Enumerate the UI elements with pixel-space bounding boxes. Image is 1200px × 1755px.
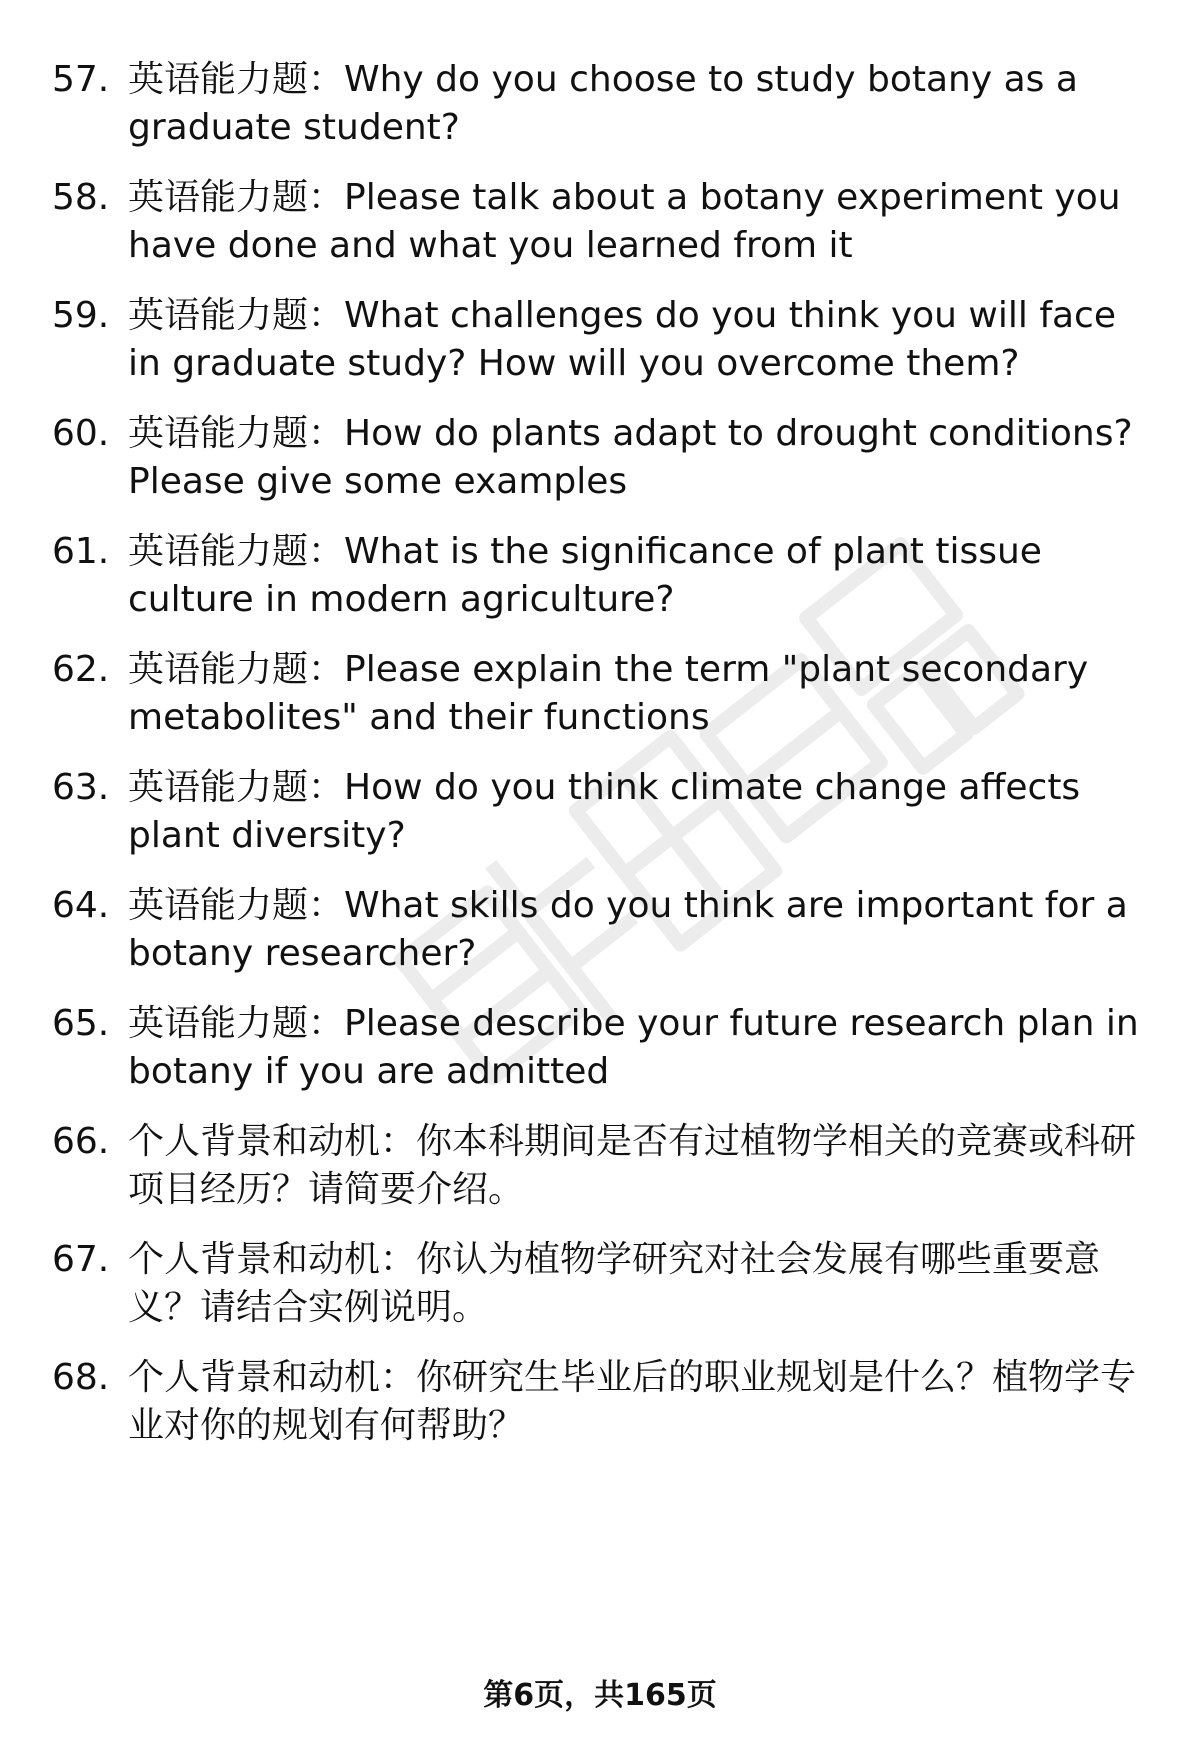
question-category: 英语能力题： — [128, 177, 345, 218]
question-body: 你研究生毕业后的职业规划是什么？植物学专业对你的规划有何帮助？ — [128, 1357, 1137, 1446]
question-text — [128, 56, 1153, 152]
question-text — [128, 292, 1153, 388]
question-text — [128, 1354, 1153, 1450]
question-item — [0, 764, 1200, 882]
question-item — [0, 174, 1200, 292]
question-category: 个人背景和动机： — [128, 1357, 417, 1398]
question-body: What is the significance of plant tissue culture in modern agriculture? — [128, 531, 1042, 620]
question-body: 你本科期间是否有过植物学相关的竞赛或科研项目经历？请简要介绍。 — [128, 1121, 1137, 1210]
question-category: 英语能力题： — [128, 649, 345, 690]
question-category: 个人背景和动机： — [128, 1239, 417, 1280]
question-category: 英语能力题： — [128, 885, 345, 926]
question-item — [0, 1118, 1200, 1236]
question-number: 62. — [52, 649, 110, 690]
question-category: 英语能力题： — [128, 1003, 345, 1044]
question-number: 59. — [52, 295, 110, 336]
question-body: How do you think climate change affects plant diversity? — [128, 767, 1081, 856]
question-number: 57. — [52, 59, 110, 100]
question-category: 个人背景和动机： — [128, 1121, 417, 1162]
question-number: 60. — [52, 413, 110, 454]
page-footer: 第6页，共165页 — [483, 1678, 717, 1713]
question-body: Please talk about a botany experiment you have done and what you learned from it — [128, 177, 1121, 266]
question-number: 68. — [52, 1357, 110, 1398]
question-body: How do plants adapt to drought conditions? Please give some examples — [128, 413, 1133, 502]
question-text — [128, 882, 1153, 978]
question-item — [0, 1354, 1200, 1472]
question-category: 英语能力题： — [128, 413, 345, 454]
question-body: Please describe your future research plan in botany if you are admitted — [128, 1003, 1139, 1092]
question-item — [0, 1000, 1200, 1118]
question-item — [0, 410, 1200, 528]
question-item — [0, 528, 1200, 646]
question-category: 英语能力题： — [128, 295, 345, 336]
question-text — [128, 1000, 1153, 1096]
question-category: 英语能力题： — [128, 531, 345, 572]
question-text — [128, 646, 1153, 742]
question-text — [128, 410, 1153, 506]
question-text — [128, 1236, 1153, 1332]
question-number: 67. — [52, 1239, 110, 1280]
question-item — [0, 882, 1200, 1000]
question-item — [0, 292, 1200, 410]
question-item — [0, 1236, 1200, 1354]
question-number: 65. — [52, 1003, 110, 1044]
question-text — [128, 174, 1153, 270]
question-body: 你认为植物学研究对社会发展有哪些重要意义？请结合实例说明。 — [128, 1239, 1101, 1328]
question-text — [128, 1118, 1153, 1214]
question-number: 63. — [52, 767, 110, 808]
question-category: 英语能力题： — [128, 767, 345, 808]
question-body: Why do you choose to study botany as a graduate student? — [128, 59, 1078, 148]
question-text — [128, 764, 1153, 860]
question-body: What skills do you think are important for a botany researcher? — [128, 885, 1128, 974]
question-category: 英语能力题： — [128, 59, 345, 100]
question-item — [0, 646, 1200, 764]
question-text — [128, 528, 1153, 624]
question-number: 61. — [52, 531, 110, 572]
question-item — [0, 56, 1200, 174]
question-number: 58. — [52, 177, 110, 218]
question-body: What challenges do you think you will face in graduate study? How will you overcome them? — [128, 295, 1116, 384]
question-list — [0, 56, 1200, 1472]
question-number: 66. — [52, 1121, 110, 1162]
question-number: 64. — [52, 885, 110, 926]
question-body: Please explain the term "plant secondary metabolites" and their functions — [128, 649, 1089, 738]
